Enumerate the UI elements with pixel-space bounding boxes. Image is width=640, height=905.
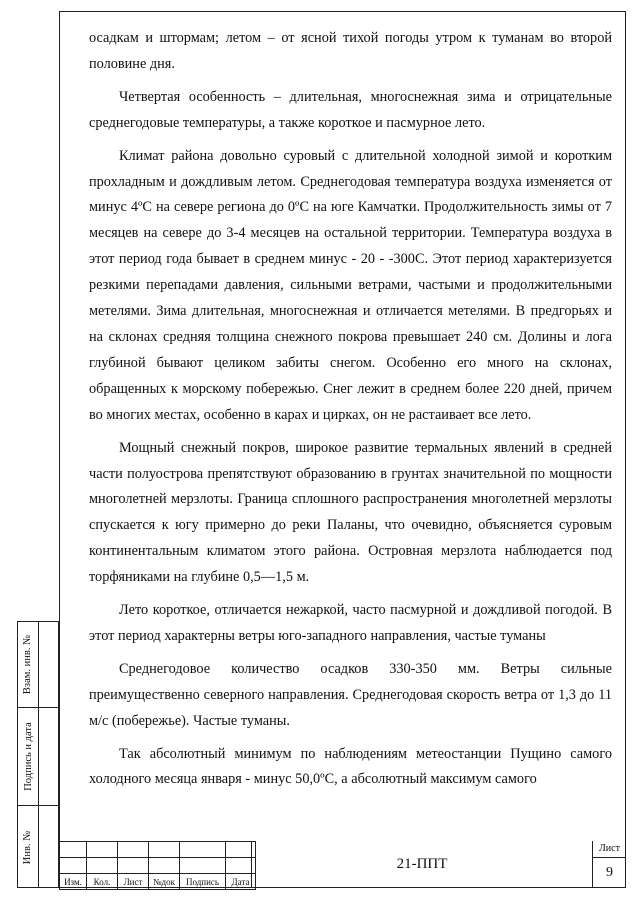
paragraph-2: Четвертая особенность – длительная, многоснежная зима и отрицательные среднегодовые температуры, а также короткое и пасмурное лето. [89,88,612,131]
paragraph-1: осадкам и штормам; летом – от ясной тихой погоды утром к туманам во второй половине дня. [89,30,612,72]
header-izm: Изм. [60,874,87,890]
revision-row [60,842,256,858]
sidebar-stamp [17,621,59,888]
paragraph-3: Климат района довольно суровый с длительной холодной зимой и коротким прохладным и дождливым летом. Среднегодовая температура воздуха изменяется от минус 4ºС на севере региона до 0ºС на юге Камчатки. Продолжительность зимы от 7 месяцев на севере до 3-4 месяцев на остальной территории. Температура воздуха в этот период года бывает в среднем минус - 20 - -300С. Этот период характеризуется резкими перепадами давления, сильными ветрами, частыми и продолжительными метелями. Зима длительная, многоснежная и отличается метелями. В предгорьях и на склонах средняя толщина снежного покрова превышает 240 см. Долины и лога глубиной бывают целиком забиты снегом. Особенно его много на склонах, обращенных к морскому побережью. Снег лежит в среднем более 220 дней, причем во многих местах, особенно в карах и цирках, он не растаивает все лето. [89,147,612,423]
header-podpis: Подпись [180,874,226,890]
header-data: Дата [226,874,256,890]
sheet-number: 9 [606,865,613,880]
paragraph-7: Так абсолютный минимум по наблюдениям метеостанции Пущино самого холодного месяца января - минус 50,0ºС, а абсолютный максимум самого [89,745,612,788]
sidebar-cell-podpis [18,708,38,806]
sidebar-label-column [17,621,39,888]
sidebar-value-inv [39,806,58,889]
sidebar-value-vzam [39,622,58,708]
revision-table [59,841,256,890]
document-body [89,26,612,800]
paragraph-6: Среднегодовое количество осадков 330-350 мм. Ветры сильные преимущественно северного направления. Среднегодовая скорость ветра от 1,3 до 11 м/с (побережье). Частые туманы. [89,660,612,729]
sheet-label: Лист [593,841,626,858]
paragraph-4: Мощный снежный покров, широкое развитие термальных явлений в средней части полуострова препятствуют образованию в грунтах значительной по мощности многолетней мерзлоты. Граница сплошного распространения многолетней мерзлоты спускается к югу примерно до реки Паланы, что очевидно, объясняется суровым континентальным климатом этого района. Островная мерзлота наблюдается под торфяниками на глубине 0,5—1,5 м. [89,439,612,586]
sidebar-label-vzam-inv: Взам. инв. № [22,634,34,695]
sidebar-label-podpis-data: Подпись и дата [22,722,34,791]
sidebar-cell-inv [18,806,38,889]
paragraph-5: Лето короткое, отличается нежаркой, часто пасмурной и дождливой погодой. В этот период характерны ветры юго-западного направления, частые туманы [89,602,612,644]
header-list: Лист [118,874,149,890]
revision-row [60,858,256,874]
header-row [60,874,256,890]
sidebar-value-column [38,621,59,888]
sidebar-value-podpis [39,708,58,806]
document-code: 21-ППТ [251,841,593,888]
title-block [59,841,626,888]
sidebar-label-inv-no: Инв. № [22,830,34,865]
header-ndok: №док [149,874,180,890]
header-kol: Кол. [87,874,118,890]
sidebar-cell-vzam [18,622,38,708]
